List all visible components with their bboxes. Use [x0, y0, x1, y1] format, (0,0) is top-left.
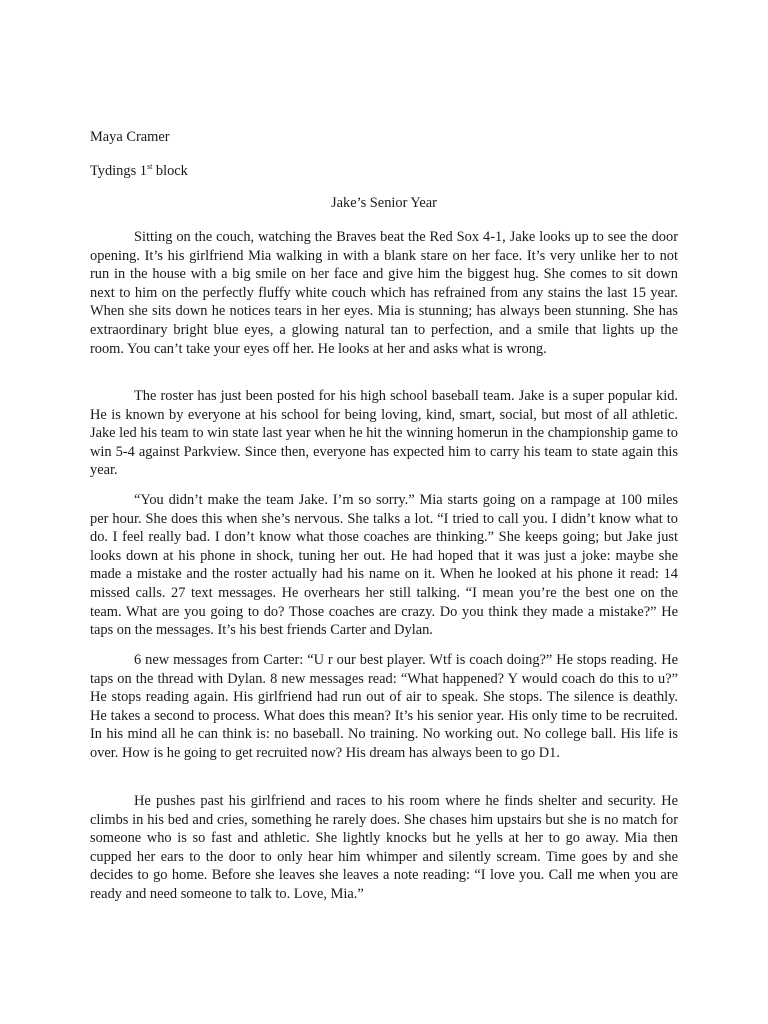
- paragraph: Sitting on the couch, watching the Braves beat the Red Sox 4-1, Jake looks up to see the door opening. It’s his girlfriend Mia walking in with a blank stare on her face. It’s very unlike her to not run in the house with a big smile on her face and give him the biggest hug. She comes to sit down next to him on the perfectly fluffy white couch which has refrained from any stains the last 15 year. When she sits down he notices tears in her eyes. Mia is stunning; has always been stunning. She has extraordinary bright blue eyes, a glowing natural tan to perfection, and a smile that lights up the room. You can’t take your eyes off her. He looks at her and asks what is wrong.: [90, 229, 678, 357]
- paragraph: “You didn’t make the team Jake. I’m so sorry.” Mia starts going on a rampage at 100 miles per hour. She does this when she’s nervous. She talks a lot. “I tried to call you. I didn’t know what to do. I feel really bad. I don’t know what those coaches are thinking.” She keeps going; but Jake just looks down at his phone in shock, tuning her out. He had hoped that it was just a joke: maybe she made a mistake and the roster actually had his name on it. When he looked at his phone it read: 14 missed calls. 27 text messages. He overhears her still talking. “I mean you’re the best one on the team. What are you going to do? Those coaches are crazy. Do you think they made a mistake?” He taps on the messages. It’s his best friends Carter and Dylan.: [90, 492, 678, 639]
- class-name: Tydings 1: [90, 163, 147, 179]
- class-ordinal-suffix: st: [146, 162, 153, 172]
- class-period-line: [90, 162, 188, 181]
- paragraph: 6 new messages from Carter: “U r our best player. Wtf is coach doing?” He stops reading. He taps on the thread with Dylan. 8 new messages read: “What happened? Y would coach do this to u?” He stops reading again. His girlfriend had run out of air to speak. She stops. The silence is deathly. He takes a second to process. What does this mean? It’s his senior year. His only time to be recruited. In his mind all he can think is: no baseball. No training. No working out. No college ball. His life is over. How is he going to get recruited now? His dream has always been to go D1.: [90, 652, 678, 761]
- paragraph: He pushes past his girlfriend and races to his room where he finds shelter and security. He climbs in his bed and cries, something he rarely does. She chases him upstairs but she is no match for someone who is so fast and athletic. She lightly knocks but he yells at her to go away. Mia then cupped her ears to the door to only hear him whimper and silently scream. Time goes by and she decides to go home. Before she leaves she leaves a note reading: “I love you. Call me when you are ready and need someone to talk to. Love, Mia.”: [90, 793, 678, 902]
- paragraph: The roster has just been posted for his high school baseball team. Jake is a super popular kid. He is known by everyone at his school for being loving, kind, smart, social, but most of all athletic. Jake led his team to win state last year when he hit the winning homerun in the championship game to win 5-4 against Parkview. Since then, everyone has expected him to carry his team to state again this year.: [90, 388, 678, 479]
- author-name: Maya Cramer: [90, 129, 170, 145]
- class-block-label: block: [152, 163, 188, 179]
- story-title: Jake’s Senior Year: [331, 195, 437, 211]
